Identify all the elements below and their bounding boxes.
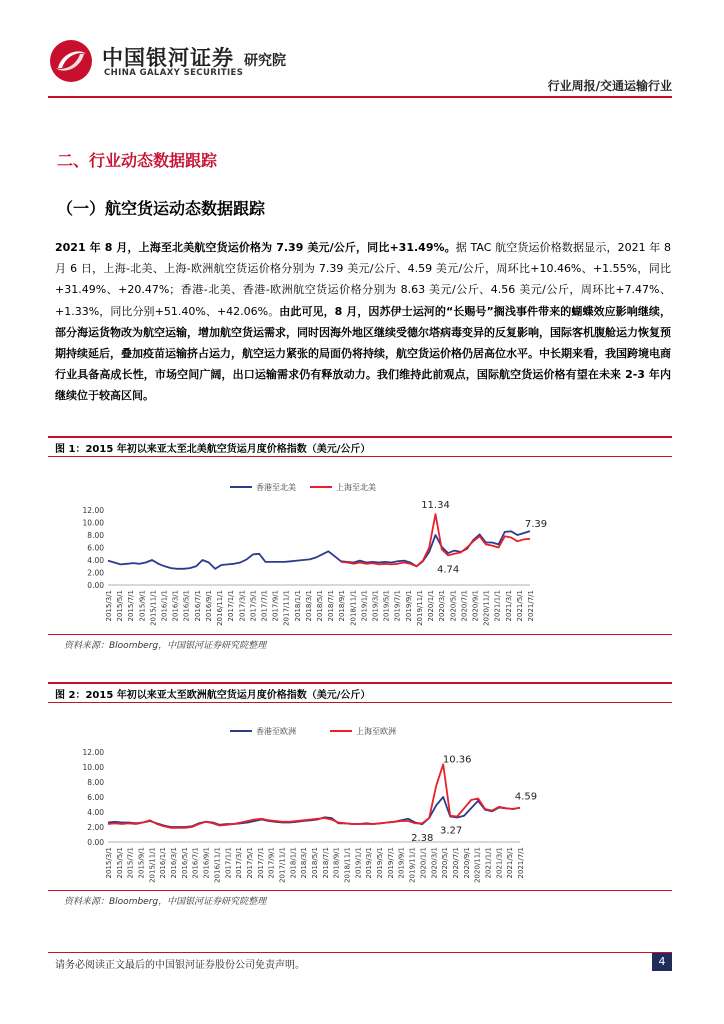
chart1-xtick-label: 2020/3/1	[438, 590, 447, 622]
figure2-chart	[48, 718, 672, 888]
chart1-xtick-label: 2016/11/1	[216, 590, 225, 626]
chart2-data-label: 10.36	[442, 754, 472, 766]
chart2-legend-label-0: 香港至欧洲	[256, 727, 296, 736]
chart1-xtick-label: 2020/1/1	[427, 590, 436, 622]
figure1-title: 图 1：2015 年初以来亚太至北美航空货运月度价格指数（美元/公斤）	[55, 444, 371, 455]
chart2-xtick-label: 2020/11/1	[473, 847, 482, 883]
chart1-xtick-label: 2017/7/1	[260, 590, 269, 622]
chart2-data-label: 2.38	[411, 833, 434, 845]
chart1-legend-label-0: 香港至北美	[256, 483, 296, 492]
report-category: 行业周报/交通运输行业	[547, 79, 672, 93]
chart2-xtick-label: 2021/5/1	[506, 847, 515, 879]
chart2-series-line-1	[108, 764, 520, 828]
chart2-xtick-label: 2017/11/1	[278, 847, 287, 883]
chart1-ytick-label: 0.00	[87, 581, 104, 590]
chart1-xtick-label: 2021/1/1	[493, 590, 502, 622]
chart1-xtick-label: 2016/5/1	[182, 590, 191, 622]
chart1-xtick-label: 2015/3/1	[105, 590, 113, 622]
figure1-title-rule	[48, 456, 672, 457]
chart1-xtick-label: 2021/7/1	[527, 590, 535, 622]
chart1-xtick-label: 2019/9/1	[404, 590, 413, 622]
chart1-xtick-label: 2018/9/1	[338, 590, 347, 622]
chart2-xtick-label: 2015/3/1	[105, 847, 113, 879]
chart2-xtick-label: 2017/9/1	[267, 847, 276, 879]
figure2-title: 图 2：2015 年初以来亚太至欧洲航空货运月度价格指数（美元/公斤）	[55, 690, 371, 701]
chart1-xtick-label: 2020/7/1	[460, 590, 469, 622]
chart2-xtick-label: 2017/3/1	[235, 847, 244, 879]
chart1-xtick-label: 2016/1/1	[160, 590, 169, 622]
chart2-ytick-label: 12.00	[82, 748, 104, 757]
chart2-ytick-label: 8.00	[87, 778, 104, 787]
chart2-ytick-label: 2.00	[87, 823, 104, 832]
chart2-xtick-label: 2020/5/1	[441, 847, 450, 879]
chart1-xtick-label: 2021/3/1	[504, 590, 513, 622]
chart2-ytick-label: 0.00	[87, 838, 104, 847]
chart1-xtick-label: 2015/7/1	[127, 590, 136, 622]
figure2-bottom-rule	[48, 890, 672, 891]
figure2-title-rule	[48, 702, 672, 703]
chart1-xtick-label: 2020/9/1	[471, 590, 480, 622]
chart1-data-label: 4.74	[436, 564, 460, 576]
chart1-xtick-label: 2018/1/1	[293, 590, 302, 622]
chart1-xtick-label: 2017/11/1	[282, 590, 291, 626]
chart2-xtick-label: 2019/5/1	[376, 847, 385, 879]
footer-disclaimer: 请务必阅读正文最后的中国银河证券股份公司免责声明。	[55, 960, 305, 971]
chart2-xtick-label: 2018/5/1	[311, 847, 319, 879]
chart1-xtick-label: 2018/3/1	[304, 590, 313, 622]
chart2-xtick-label: 2020/3/1	[430, 847, 439, 879]
chart2-xtick-label: 2016/11/1	[213, 847, 222, 883]
chart1-ytick-label: 4.00	[87, 556, 104, 565]
chart1-xtick-label: 2021/5/1	[515, 590, 524, 622]
chart2-xtick-label: 2020/9/1	[462, 847, 471, 879]
chart1-series-line-1	[341, 514, 530, 566]
chart2-ytick-label: 10.00	[82, 763, 104, 772]
chart1-ytick-label: 8.00	[87, 531, 104, 540]
chart2-xtick-label: 2015/7/1	[126, 847, 135, 879]
chart2-ytick-label: 6.00	[87, 793, 104, 802]
chart1-ytick-label: 12.00	[82, 506, 104, 515]
chart2-xtick-label: 2019/9/1	[397, 847, 406, 879]
chart1-xtick-label: 2019/3/1	[371, 590, 380, 622]
brand-institute: 研究院	[244, 53, 286, 69]
page-number: 4	[652, 953, 672, 971]
chart2-xtick-label: 2020/7/1	[451, 847, 460, 879]
chart1-xtick-label: 2016/7/1	[193, 590, 202, 622]
body-paragraph	[55, 237, 671, 407]
chart1-xtick-label: 2016/3/1	[171, 590, 180, 622]
chart2-xtick-label: 2021/1/1	[484, 847, 493, 879]
chart2-series-line-0	[108, 797, 520, 827]
chart2-xtick-label: 2018/1/1	[289, 847, 298, 879]
figure2-top-rule	[48, 682, 672, 684]
chart2-xtick-label: 2018/3/1	[300, 847, 309, 879]
chart1-xtick-label: 2018/5/1	[316, 590, 324, 622]
chart1-xtick-label: 2017/5/1	[249, 590, 258, 622]
chart1-xtick-label: 2018/7/1	[327, 590, 336, 622]
chart2-xtick-label: 2017/5/1	[245, 847, 254, 879]
chart1-xtick-label: 2015/5/1	[116, 590, 125, 622]
chart2-xtick-label: 2015/5/1	[115, 847, 124, 879]
chart1-xtick-label: 2015/11/1	[149, 590, 158, 626]
body-lead-bold: 2021 年 8 月，上海至北美航空货运价格为 7.39 美元/公斤，同比+31.49%。	[55, 241, 456, 254]
chart2-xtick-label: 2016/7/1	[191, 847, 200, 879]
chart2-xtick-label: 2015/9/1	[137, 847, 146, 879]
chart2-xtick-label: 2018/7/1	[321, 847, 330, 879]
body-conclusion-bold: 由此可见，8 月，因苏伊士运河的“长赐号”搁浅事件带来的蝴蝶效应影响继续，部分海运货物改为航空运输，增加航空货运需求，同时因海外地区继续受德尔塔病毒变异的反复影响，国际客机腹舱运力恢复预期持续延后，叠加疫苗运输挤占运力，航空运力紧张的局面仍将持续，航空货运价格仍居高位水平。中长期来看，我国跨境电商行业具备高成长性，市场空间广阔，出口运输需求仍有释放动力。我们维持此前观点，国际航空货运价格有望在未来 2-3 年内继续位于较高区间。	[55, 304, 671, 403]
chart2-xtick-label: 2019/1/1	[354, 847, 363, 879]
chart1-ytick-label: 10.00	[82, 518, 104, 528]
subsection-title: （一）航空货运动态数据跟踪	[57, 199, 266, 218]
chart1-xtick-label: 2019/1/1	[360, 590, 369, 622]
galaxy-logo-icon	[48, 38, 94, 84]
chart1-ytick-label: 6.00	[87, 543, 104, 553]
chart2-data-label: 4.59	[514, 791, 538, 803]
chart1-data-label: 11.34	[421, 500, 450, 512]
chart2-ytick-label: 4.00	[87, 808, 104, 817]
chart1-xtick-label: 2017/3/1	[238, 590, 247, 622]
body-text-plain: 据 TAC 航空货运价格数据显示，2021 年 8 月 6 日，上海-北美、上海-欧洲航空货运价格分别为 7.39 美元/公斤、4.59 美元/公斤，周环比+10.46%、+1.55%，同比+31.49%、+20.47%；香港-北美、香港-欧洲航空货运价格分别为 8.63 美元/公斤、4.56 美元/公斤，周环比+7.47%、+1.33%，同比分别+51.40%、+42.06%。	[55, 241, 671, 318]
brand-name-en: CHINA GALAXY SECURITIES	[104, 68, 244, 78]
chart2-xtick-label: 2018/11/1	[343, 847, 352, 883]
chart1-data-label: 7.39	[524, 518, 548, 530]
chart1-xtick-label: 2015/9/1	[138, 590, 147, 622]
chart1-xtick-label: 2020/5/1	[449, 590, 458, 622]
chart2-xtick-label: 2018/9/1	[332, 847, 341, 879]
chart1-series-line-0	[108, 531, 530, 569]
figure1-bottom-rule	[48, 634, 672, 635]
figure2-source: 资料来源：Bloomberg，中国银河证券研究院整理	[64, 897, 267, 907]
figure1-top-rule	[48, 436, 672, 438]
chart1-legend-label-1: 上海至北美	[336, 483, 376, 492]
chart2-xtick-label: 2016/5/1	[180, 847, 189, 879]
chart2-xtick-label: 2021/7/1	[517, 847, 525, 879]
figure1-source: 资料来源：Bloomberg，中国银河证券研究院整理	[64, 641, 267, 651]
chart1-xtick-label: 2019/7/1	[393, 590, 402, 622]
chart1-xtick-label: 2019/5/1	[382, 590, 391, 622]
chart2-xtick-label: 2017/7/1	[256, 847, 265, 879]
brand-name-cn: 中国银河证券	[102, 46, 234, 70]
header-divider	[48, 96, 672, 98]
chart2-legend-label-1: 上海至欧洲	[356, 727, 396, 736]
chart1-xtick-label: 2019/11/1	[415, 590, 424, 626]
chart2-xtick-label: 2016/1/1	[159, 847, 168, 879]
chart2-xtick-label: 2015/11/1	[148, 847, 157, 883]
chart2-xtick-label: 2016/9/1	[202, 847, 211, 879]
chart1-xtick-label: 2017/9/1	[271, 590, 280, 622]
chart1-xtick-label: 2018/11/1	[349, 590, 358, 626]
chart2-xtick-label: 2019/7/1	[386, 847, 395, 879]
chart1-xtick-label: 2020/11/1	[482, 590, 491, 626]
chart2-data-label: 3.27	[440, 825, 463, 837]
chart2-xtick-label: 2019/3/1	[365, 847, 374, 879]
chart1-ytick-label: 2.00	[87, 568, 104, 578]
chart1-xtick-label: 2017/1/1	[227, 590, 236, 622]
chart1-xtick-label: 2016/9/1	[204, 590, 213, 622]
footer-divider	[48, 952, 672, 953]
chart2-xtick-label: 2021/3/1	[495, 847, 504, 879]
figure1-chart	[48, 470, 672, 630]
chart2-xtick-label: 2020/1/1	[419, 847, 428, 879]
chart2-xtick-label: 2019/11/1	[408, 847, 417, 883]
chart2-xtick-label: 2017/1/1	[224, 847, 233, 879]
section-title: 二、行业动态数据跟踪	[57, 151, 218, 170]
chart2-xtick-label: 2016/3/1	[170, 847, 179, 879]
